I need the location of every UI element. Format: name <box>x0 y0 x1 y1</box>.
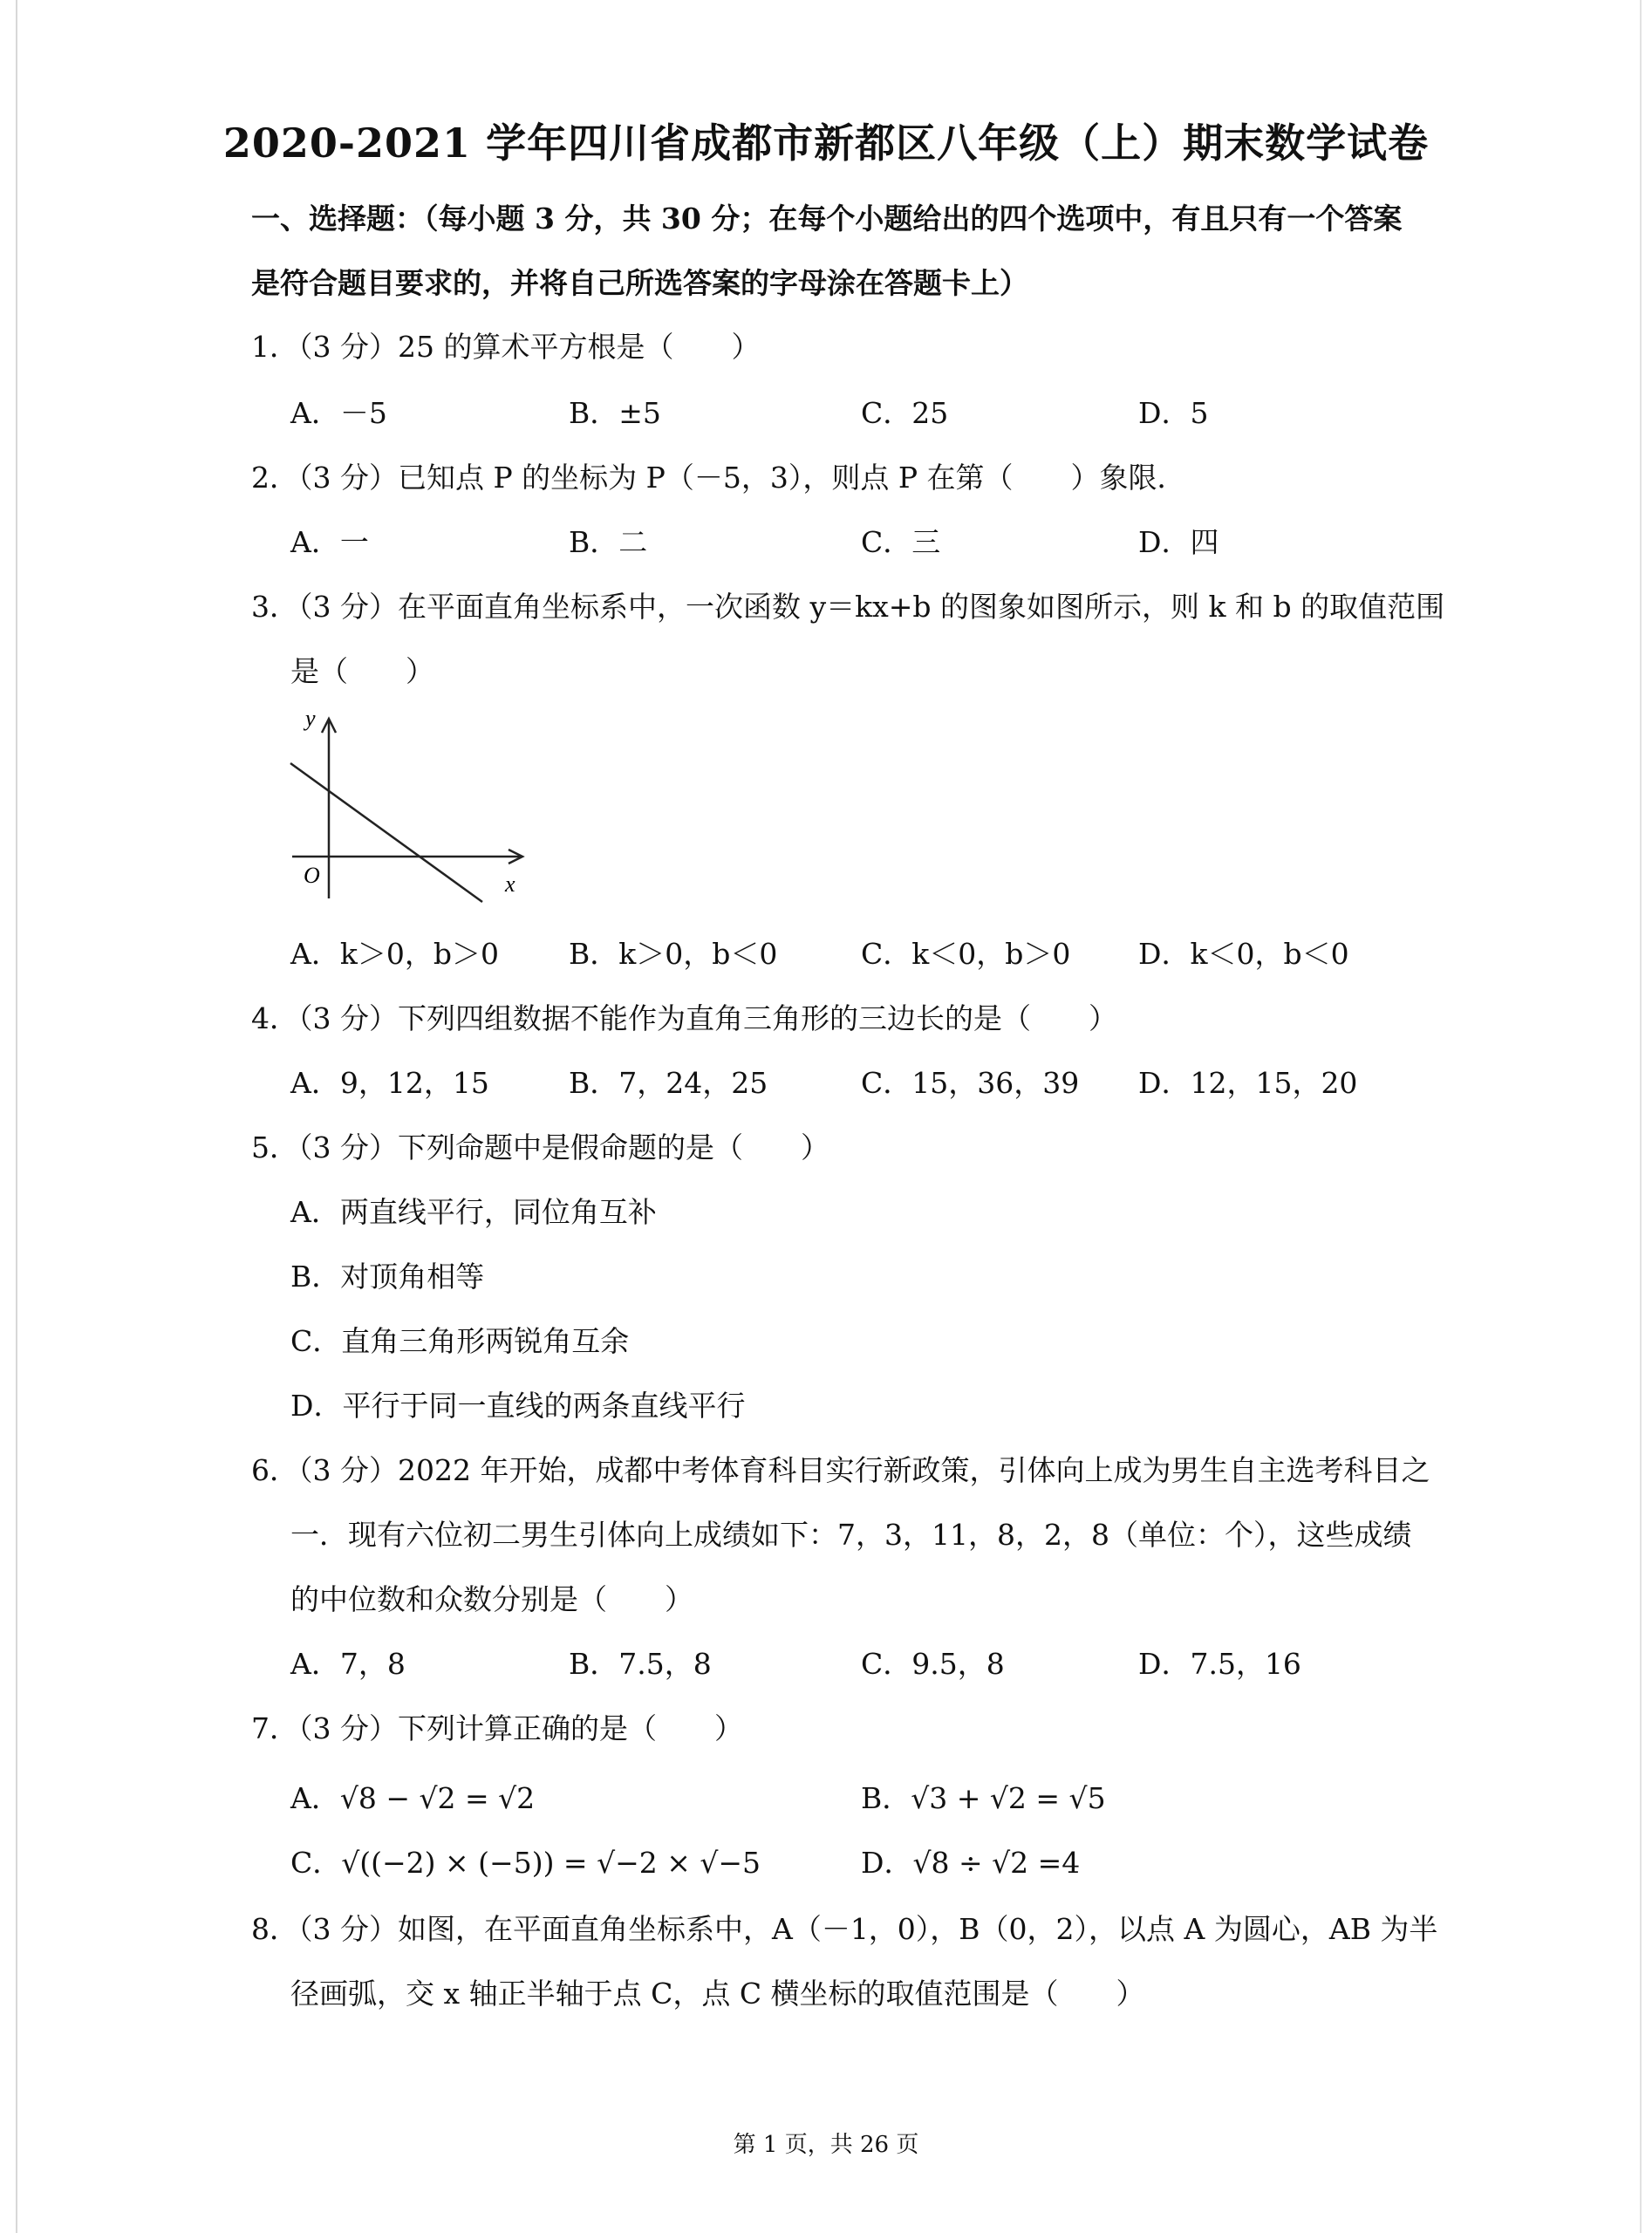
question-3-stem-line-1: 3．（3 分）在平面直角坐标系中，一次函数 y＝kx+b 的图象如图所示，则 k 和 b 的取值范围 <box>251 590 1445 624</box>
q2-option-b: B．二 <box>569 525 648 559</box>
q5-option-b: B．对顶角相等 <box>290 1260 485 1294</box>
q4-option-c: C．15，36，39 <box>861 1066 1080 1100</box>
q4-option-b: B．7，24，25 <box>569 1066 768 1100</box>
q5-option-a: A．两直线平行，同位角互补 <box>290 1195 657 1229</box>
section-instruction-line-2: 是符合题目要求的，并将自己所选答案的字母涂在答题卡上） <box>251 266 1028 300</box>
question-2-stem: 2．（3 分）已知点 P 的坐标为 P（－5，3），则点 P 在第（ ）象限． <box>251 461 1186 495</box>
question-1-stem: 1．（3 分）25 的算术平方根是（ ） <box>251 330 761 364</box>
q5-option-d: D．平行于同一直线的两条直线平行 <box>290 1389 746 1423</box>
q6-option-a: A．7，8 <box>290 1647 406 1681</box>
q7-option-a: A．√8 − √2 = √2 <box>290 1781 536 1815</box>
question-4-stem: 4．（3 分）下列四组数据不能作为直角三角形的三边长的是（ ） <box>251 1001 1117 1035</box>
q7-option-c: C．√((−2) × (−5)) = √−2 × √−5 <box>290 1846 761 1880</box>
q2-option-a: A．一 <box>290 525 369 559</box>
question-5-stem: 5．（3 分）下列命题中是假命题的是（ ） <box>251 1130 829 1164</box>
q3-option-a: A．k＞0，b＞0 <box>290 937 499 971</box>
question-7-stem: 7．（3 分）下列计算正确的是（ ） <box>251 1711 743 1745</box>
q2-option-c: C．三 <box>861 525 941 559</box>
q1-option-c: C．25 <box>861 396 949 430</box>
question-6-stem-line-3: 的中位数和众数分别是（ ） <box>290 1582 693 1616</box>
question-8-stem-line-1: 8．（3 分）如图，在平面直角坐标系中，A（－1，0），B（0，2），以点 A 为圆心，AB 为半 <box>251 1912 1438 1946</box>
q6-option-b: B．7.5，8 <box>569 1647 712 1681</box>
question-8-stem-line-2: 径画弧，交 x 轴正半轴于点 C，点 C 横坐标的取值范围是（ ） <box>290 1977 1145 2011</box>
y-axis-label: y <box>305 708 316 731</box>
q3-option-d: D．k＜0，b＜0 <box>1138 937 1349 971</box>
x-axis-label: x <box>505 871 515 897</box>
q5-option-c: C．直角三角形两锐角互余 <box>290 1324 630 1358</box>
q6-option-c: C．9.5，8 <box>861 1647 1005 1681</box>
q4-option-d: D．12，15，20 <box>1138 1066 1358 1100</box>
q3-option-b: B．k＞0，b＜0 <box>569 937 778 971</box>
q1-option-d: D．5 <box>1138 396 1209 430</box>
question-6-stem-line-2: 一．现有六位初二男生引体向上成绩如下：7，3，11，8，2，8（单位：个），这些成绩 <box>290 1518 1412 1552</box>
linear-function-graph <box>283 708 545 909</box>
question-6-stem-line-1: 6．（3 分）2022 年开始，成都中考体育科目实行新政策，引体向上成为男生自主选考科目之 <box>251 1453 1430 1487</box>
q7-option-b: B．√3 + √2 = √5 <box>861 1781 1106 1815</box>
question-3-stem-line-2: 是（ ） <box>290 654 434 688</box>
origin-label: O <box>304 863 320 888</box>
page-footer: 第 1 页，共 26 页 <box>733 2132 919 2158</box>
q6-option-d: D．7.5，16 <box>1138 1647 1301 1681</box>
q2-option-d: D．四 <box>1138 525 1219 559</box>
q7-option-d: D．√8 ÷ √2 =4 <box>861 1846 1081 1880</box>
q3-option-c: C．k＜0，b＞0 <box>861 937 1071 971</box>
q1-option-a: A．－5 <box>290 396 387 430</box>
q1-option-b: B．±5 <box>569 396 661 430</box>
section-instruction-line-1: 一、选择题：（每小题 3 分，共 30 分；在每个小题给出的四个选项中，有且只有一个答案 <box>251 201 1403 236</box>
scan-edge <box>16 0 17 2233</box>
page-title: 2020-2021 学年四川省成都市新都区八年级（上）期末数学试卷 <box>222 120 1430 167</box>
scan-edge <box>1640 0 1642 2233</box>
q4-option-a: A．9，12，15 <box>290 1066 489 1100</box>
